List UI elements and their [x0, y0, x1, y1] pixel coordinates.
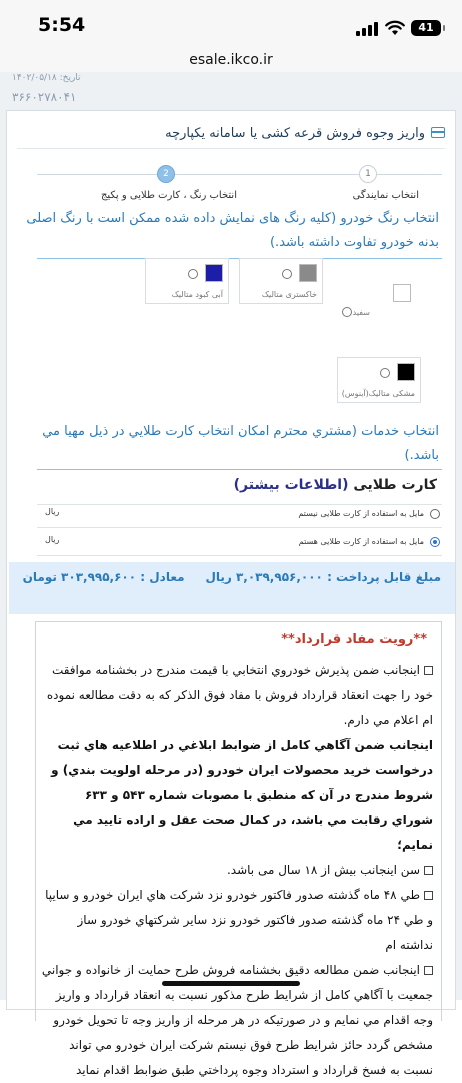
radio-button[interactable]	[430, 509, 440, 519]
color-chip	[397, 363, 415, 381]
golden-card-title: کارت طلایی	[353, 477, 437, 493]
panel-header	[17, 119, 445, 149]
order-number: ۳۶۶۰۲۷۸۰۴۱	[12, 90, 77, 104]
wifi-icon	[385, 20, 405, 36]
contract-item-4	[41, 883, 433, 958]
color-name: خاکستری متالیک	[261, 290, 317, 299]
option-label: مایل به استفاده از کارت طلایی هستم	[298, 537, 424, 546]
payment-amount-box	[9, 562, 455, 614]
amount-rial: ۳,۰۳۹,۹۵۶,۰۰۰ ريال	[205, 570, 323, 584]
panel-title: واریز وجوه فروش قرعه کشی یا سامانه یکپارچه	[165, 126, 425, 141]
color-option-black-metallic[interactable]	[337, 357, 421, 403]
radio-button[interactable]	[188, 269, 198, 279]
page-content	[0, 72, 462, 1077]
home-indicator[interactable]	[162, 981, 300, 986]
golden-card-option-no[interactable]	[45, 505, 440, 525]
credit-card-icon	[431, 127, 445, 138]
checkbox[interactable]	[424, 891, 433, 900]
golden-card-option-yes[interactable]	[45, 533, 440, 553]
color-name: آبی کبود متالیک	[171, 290, 223, 299]
services-section-title: انتخاب خدمات (مشتري محترم امكان انتخاب كارت طلايي در ذيل مهيا مي باشد.)	[42, 424, 439, 463]
contract-item-text: اینجانب ضمن مطالعه دقيق بخشنامه فروش طرح حمایت از خانواده و جواني جمعيت با آگاهي كامل از شرايط طرح مذكور نسبت به انعقاد قرارداد و واريز وجه اقدام مي نمايم و در صورتيكه در هر مرحله از واريز وجه تا تحويل خودرو مشخص گردد حائز شرايط طرح فوق نيستم شركت ايران خودرو مي تواند نسبت به فسخ قرارداد و استرداد وجوه پرداختي طبق ضوابط اقدام نمايد	[41, 963, 433, 1077]
payment-label: مبلغ قابل پرداخت :	[327, 570, 441, 584]
contract-item-text: طي ۴۸ ماه گذشته صدور فاكتور خودرو نزد شركت هاي ايران خودرو و سايپا و طي ۲۴ ماه گذشته صدور فاكتور خودرو نزد ساير شركتهاي خودرو ساز نداشته ام	[45, 888, 433, 952]
cellular-signal-icon	[356, 22, 378, 36]
color-section-title: انتخاب رنگ خودرو (کلیه رنگ های نمایش داده شده ممکن است با رنگ اصلی بدنه خودرو تفاوت داشته باشد.)	[26, 211, 439, 250]
checkbox[interactable]	[424, 666, 433, 675]
contract-item-5	[41, 958, 433, 1083]
step-2-circle[interactable]: 2	[157, 165, 175, 183]
step-2-label[interactable]: انتخاب رنگ ، کارت طلایی و پکیج	[100, 190, 237, 201]
color-chip	[205, 264, 223, 282]
contract-item-2	[41, 733, 433, 858]
contract-item-3	[41, 858, 433, 883]
radio-button[interactable]	[342, 307, 352, 317]
divider	[37, 469, 442, 470]
more-info-link[interactable]: (اطلاعات بیشتر)	[233, 477, 349, 493]
step-1-circle[interactable]: 1	[359, 165, 377, 183]
step-1-label[interactable]: انتخاب نمایندگی	[352, 190, 419, 201]
divider	[37, 555, 442, 556]
option-unit: ريال	[45, 507, 60, 516]
stepper-line	[37, 174, 442, 175]
color-name: مشکی متالیک(آبنوس)	[341, 389, 415, 398]
payment-panel	[6, 110, 456, 1077]
option-unit: ريال	[45, 535, 60, 544]
equivalent-label: معادل :	[140, 570, 185, 584]
color-chip	[299, 264, 317, 282]
order-date: تاریخ: ۱۴۰۲/۰۵/۱۸	[12, 73, 81, 83]
radio-button-selected[interactable]	[430, 537, 440, 547]
golden-card-heading	[234, 477, 437, 493]
radio-button[interactable]	[282, 269, 292, 279]
ios-status-bar	[0, 0, 462, 52]
checkbox[interactable]	[424, 866, 433, 875]
contract-item-1	[41, 658, 433, 733]
color-name: سفید	[352, 308, 370, 317]
option-label: مایل به استفاده از کارت طلایی نیستم	[298, 509, 424, 518]
contract-title: **رویت مفاد قرارداد**	[281, 632, 427, 647]
divider	[37, 527, 442, 528]
contract-body	[41, 658, 433, 1083]
color-option-gray-metallic[interactable]	[239, 258, 323, 304]
checkbox[interactable]	[424, 966, 433, 975]
payment-amount	[23, 570, 441, 584]
contract-terms-box	[35, 621, 442, 1077]
contract-item-text: اینجانب ضمن پذيرش خودروي انتخابي با قيمت مندرج در بخشنامه موافقت خود را جهت انعقاد قرارداد فروش با مفاد فوق الذكر كه به دقت مطالعه نموده ام اعلام مي دارم.	[46, 663, 433, 727]
amount-toman: ۳۰۳,۹۹۵,۶۰۰ تومان	[22, 570, 137, 584]
clock: 5:54	[38, 14, 86, 36]
color-option-blue-metallic[interactable]	[145, 258, 229, 304]
contract-item-text: اينجانب ضمن آگاهي كامل از ضوابط ابلاغي در اطلاعيه هاي ثبت درخواست خريد محصولات ايران خودرو (در مرحله اولويت بندي) و شروط مندرج در آن كه منطبق با مصوبات شماره ۵۴۳ و ۶۳۳ شوراي رقابت مي باشد، در كمال صحت عقل و اراده تاييد مي نمايم؛	[51, 738, 433, 852]
color-chip	[393, 284, 411, 302]
battery-icon: 41	[411, 20, 441, 36]
contract-item-text: سن اینجانب بیش از ۱۸ سال می باشد.	[226, 863, 420, 877]
radio-button[interactable]	[380, 368, 390, 378]
address-bar[interactable]: esale.ikco.ir	[0, 52, 462, 72]
color-option-white[interactable]	[333, 278, 417, 324]
